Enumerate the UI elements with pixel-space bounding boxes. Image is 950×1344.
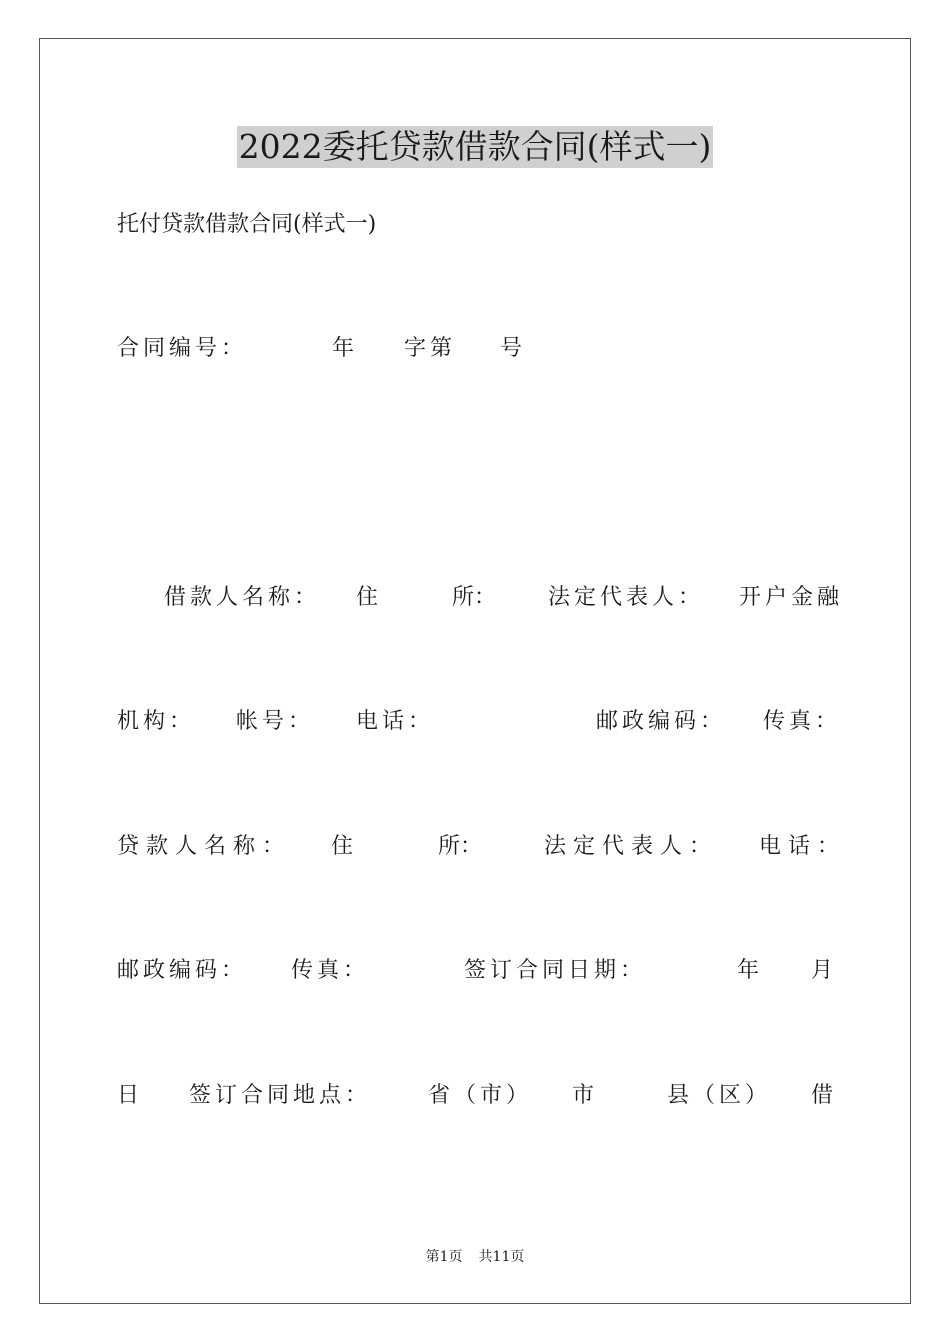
borrower-phone-label: 电话： [356,709,435,734]
borrower-fax-label: 传真： [763,709,842,734]
lender-name-label: 贷款人名称： [117,834,292,859]
signing-place-province-city: 省（市） [428,1083,533,1108]
lender-postcode-label: 邮政编码： [117,958,248,983]
borrower-account-label: 帐号： [236,709,315,734]
borrower-name-label: 借款人名称： [164,585,321,610]
lender-fax-label: 传真： [291,958,370,983]
signing-place-city: 市 [572,1083,595,1108]
signing-place-county-district: 县（区） [667,1083,772,1108]
contract-no-year: 年 [332,336,355,361]
page-footer [0,1247,950,1267]
signing-place-label: 签订合同地点： [189,1083,372,1108]
signing-date-month: 月 [811,958,834,983]
borrower-address-suo: 所： [452,585,497,610]
document-title-block [0,126,950,168]
contract-no-zidi: 字第 [404,336,457,361]
lender-legal-rep-label: 法定代表人： [544,834,719,859]
document-subtitle: 托付贷款借款合同(样式一) [117,212,377,237]
borrower-legal-rep-label: 法定代表人： [548,585,705,610]
lender-address-zhu: 住 [331,834,354,859]
signing-date-label: 签订合同日期： [464,958,647,983]
signing-date-day: 日 [117,1083,140,1108]
borrower-bank-label-end: 机构： [117,709,196,734]
page-current: 第1页 [425,1249,463,1265]
lender-address-suo: 所： [438,834,483,859]
borrower-postcode-label: 邮政编码： [596,709,727,734]
contract-no-label: 合同编号： [117,336,248,361]
signing-date-year: 年 [737,958,760,983]
borrower-bank-label-start: 开户金融 [739,585,844,610]
borrower-address-zhu: 住 [356,585,379,610]
contract-no-hao: 号 [500,336,523,361]
lender-phone-label: 电话： [759,834,847,859]
document-title: 2022委托贷款借款合同(样式一) [238,127,712,166]
page-total: 共11页 [478,1249,525,1265]
next-line-start: 借 [811,1083,834,1108]
